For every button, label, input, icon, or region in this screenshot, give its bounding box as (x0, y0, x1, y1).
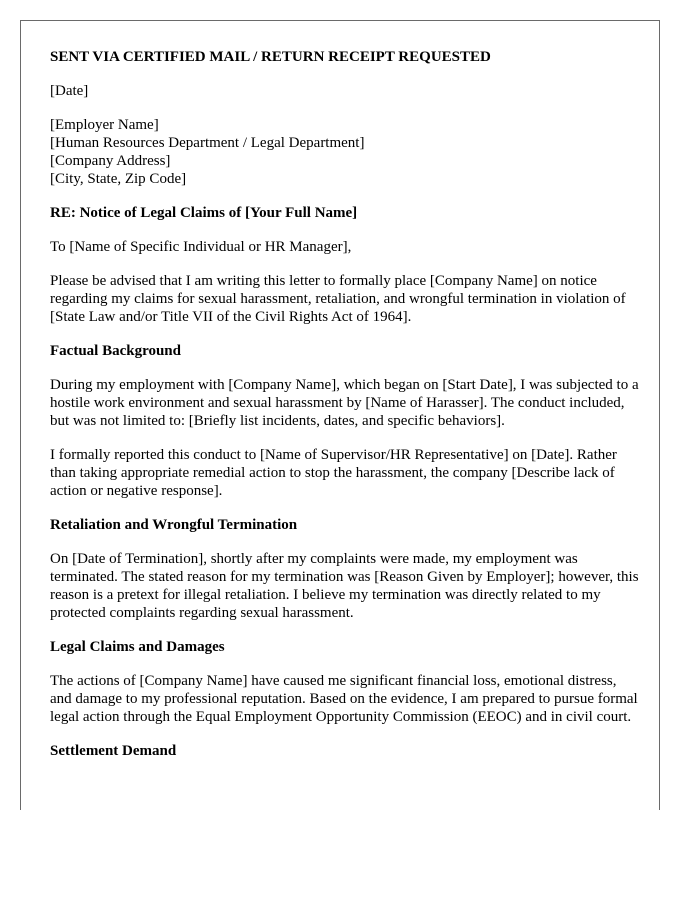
section-heading-factual-background: Factual Background (50, 343, 181, 359)
letter-date: [Date] (50, 83, 89, 99)
section-heading-legal-claims: Legal Claims and Damages (50, 639, 225, 655)
legal-claims-paragraph: The actions of [Company Name] have caused me significant financial loss, emotional distress, and damage to my professional reputation. Based on the evidence, I am prepared to pursue formal legal action through the Equal Employment Opportunity Commission (EEOC) and in civil court. (50, 673, 638, 725)
recipient-city-state-zip: [City, State, Zip Code] (50, 171, 187, 187)
re-line: RE: Notice of Legal Claims of [Your Full Name] (50, 205, 358, 221)
section-heading-settlement-demand: Settlement Demand (50, 743, 177, 759)
section-heading-retaliation: Retaliation and Wrongful Termination (50, 517, 298, 533)
retaliation-paragraph: On [Date of Termination], shortly after my complaints were made, my employment was terminated. The stated reason for my termination was [Reason Given by Employer]; however, this reason is a pretext for illegal retaliation. I believe my termination was directly related to my protected complaints regarding sexual harassment. (50, 551, 639, 621)
mailing-header: SENT VIA CERTIFIED MAIL / RETURN RECEIPT REQUESTED (50, 49, 491, 65)
recipient-address: [Company Address] (50, 153, 171, 169)
recipient-block (50, 116, 640, 188)
letter-body (50, 48, 640, 776)
factual-background-paragraph-2: I formally reported this conduct to [Name of Supervisor/HR Representative] on [Date]. Rather than taking appropriate remedial action to stop the harassment, the company [Describe lack of action or negative response]. (50, 447, 617, 499)
salutation: To [Name of Specific Individual or HR Manager], (50, 239, 352, 255)
factual-background-paragraph-1: During my employment with [Company Name], which began on [Start Date], I was subjected to a hostile work environment and sexual harassment by [Name of Harasser]. The conduct included, but was not limited to: [Briefly list incidents, dates, and specific behaviors]. (50, 377, 639, 429)
letter-page (20, 20, 660, 810)
recipient-employer: [Employer Name] (50, 117, 159, 133)
recipient-department: [Human Resources Department / Legal Department] (50, 135, 365, 151)
intro-paragraph: Please be advised that I am writing this letter to formally place [Company Name] on notice regarding my claims for sexual harassment, retaliation, and wrongful termination in violation of [State Law and/or Title VII of the Civil Rights Act of 1964]. (50, 273, 626, 325)
